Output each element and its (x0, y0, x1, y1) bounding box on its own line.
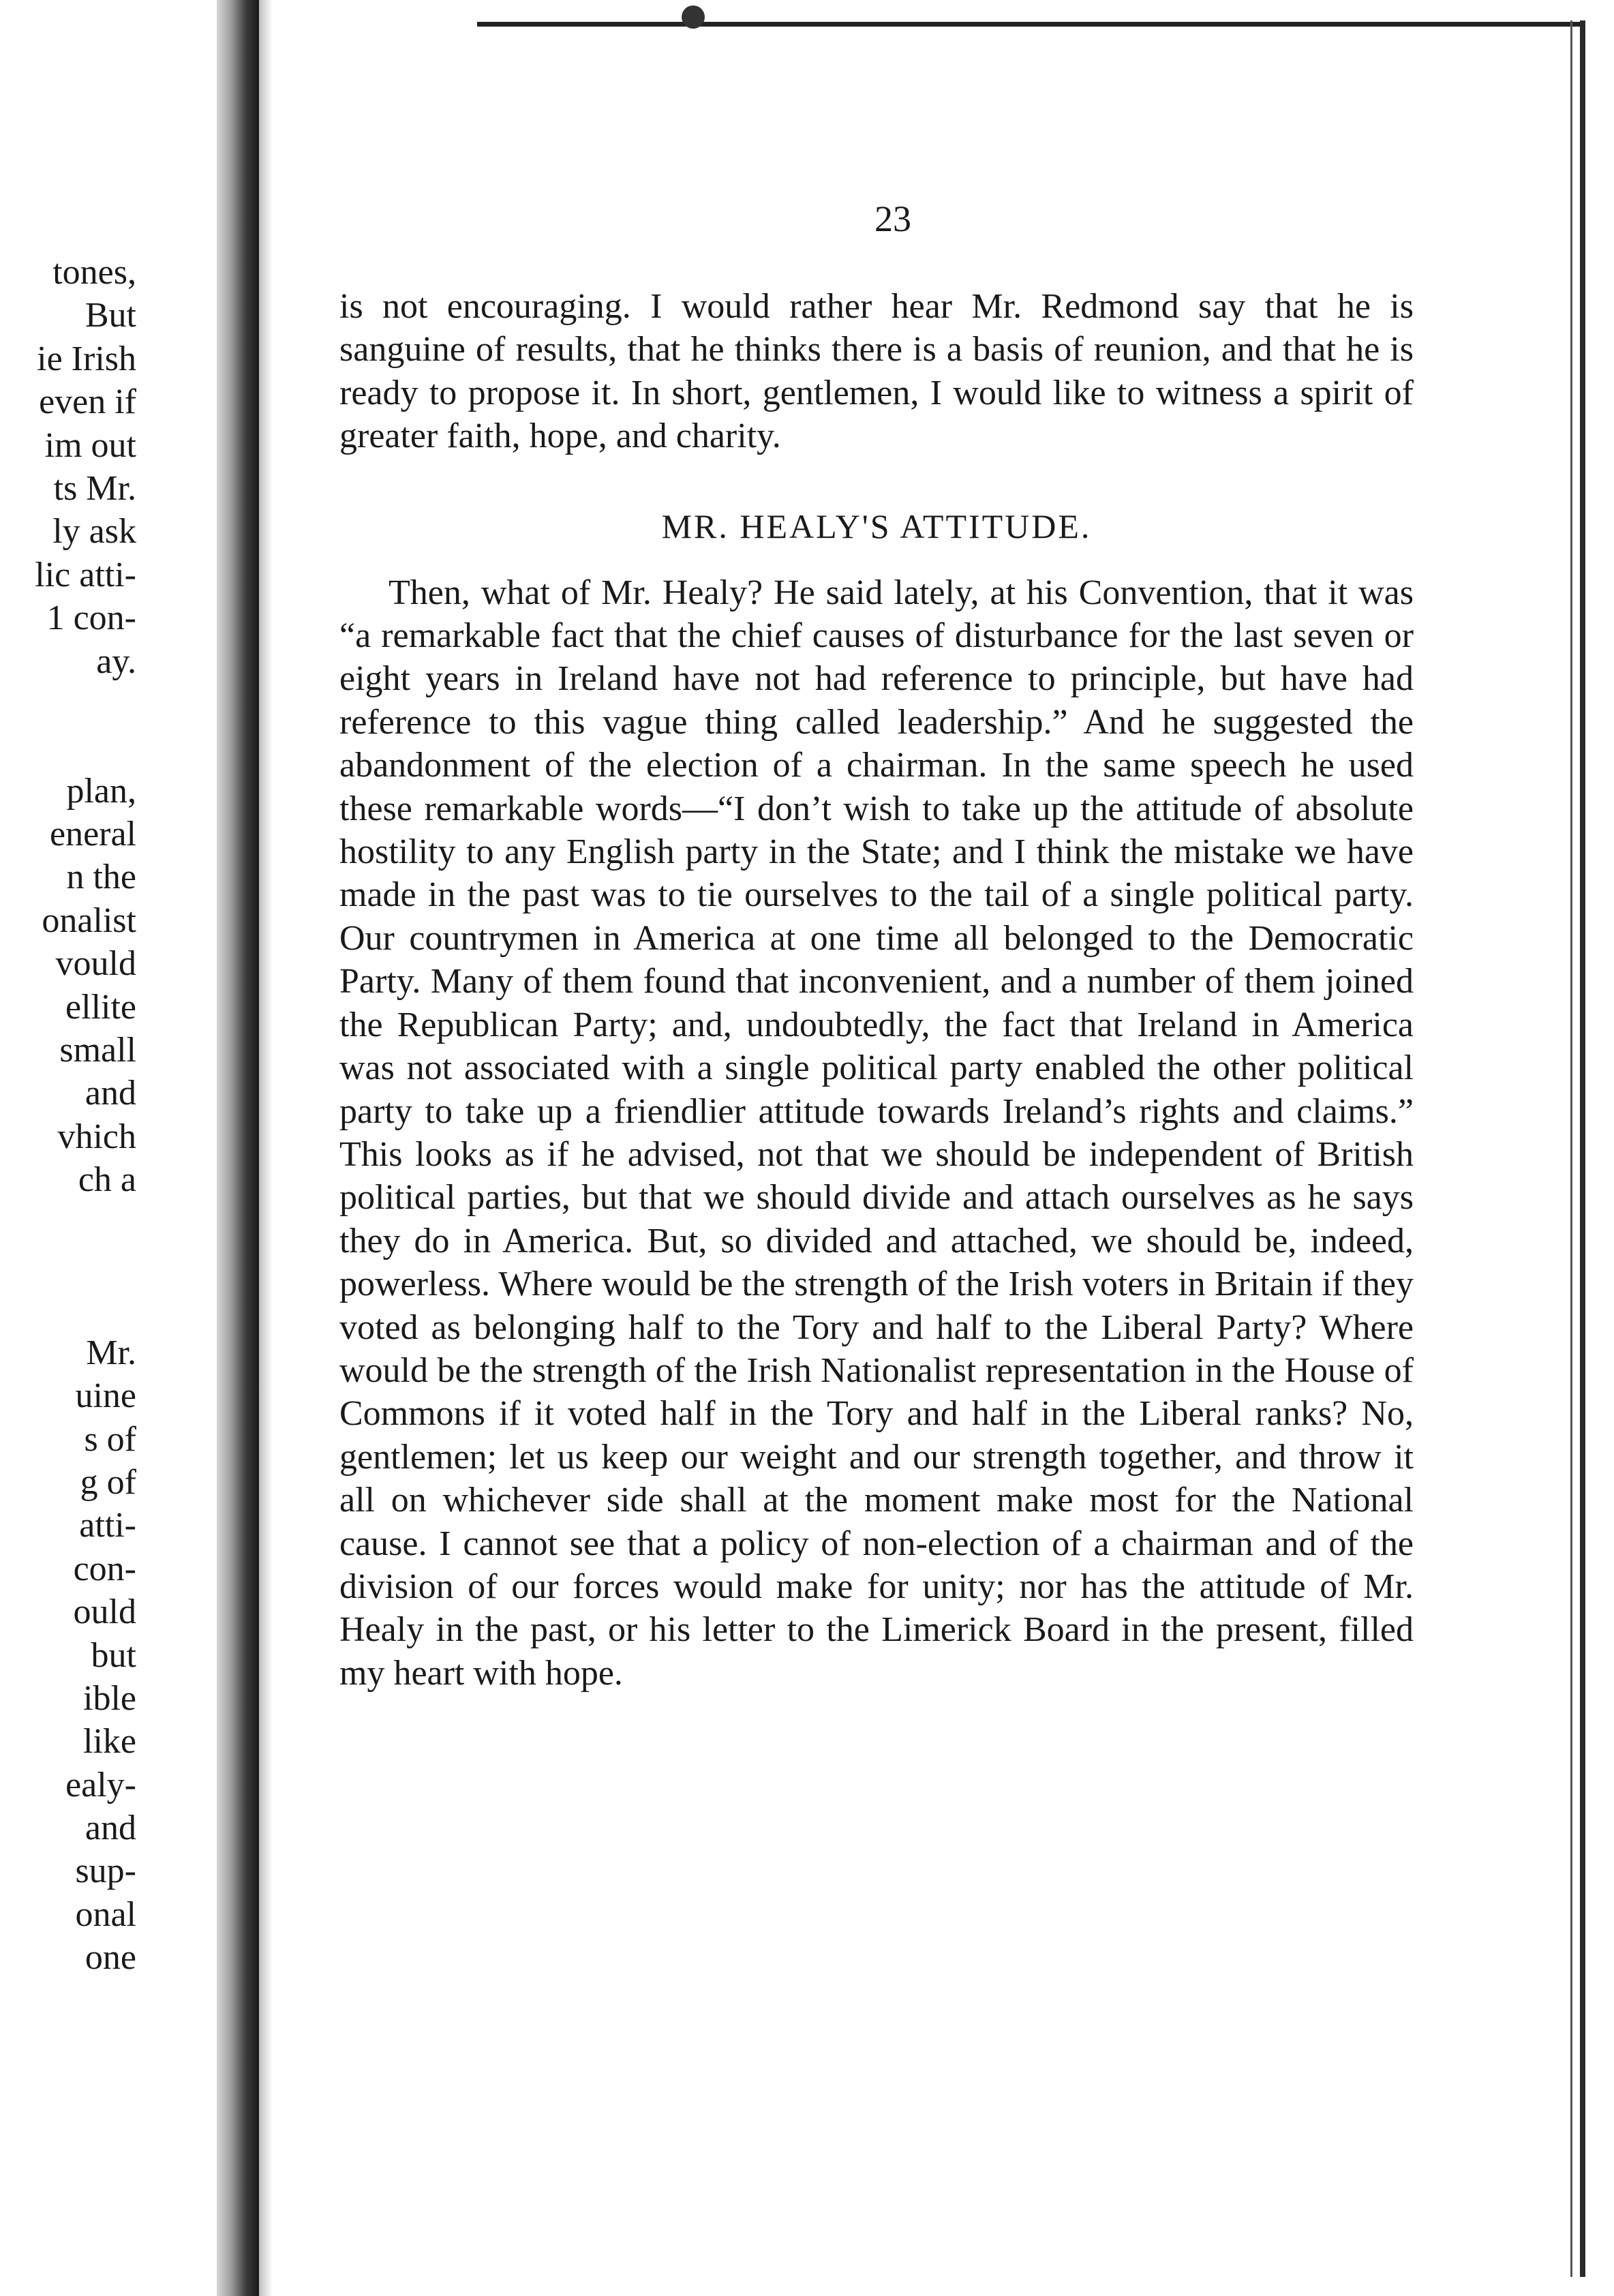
fragment-line: ould (73, 1592, 136, 1632)
fragment-line: ly ask (52, 512, 136, 552)
opening-paragraph: is not encouraging. I would rather hear Mr. Redmond say that he is sanguine of results, that he thinks there is a basis of reunion, and that he is ready to propose it. In short, gentlemen, I would like to witness a spirit of greater faith, hope, and charity. (339, 287, 1414, 456)
fragment-line: 1 con- (46, 599, 136, 638)
fragment-line: im out (44, 425, 136, 465)
binding-mark (682, 5, 705, 29)
fragment-line: plan, (66, 771, 136, 811)
fragment-line: ch a (78, 1160, 136, 1200)
page-number: 23 (874, 198, 911, 239)
fragment-line: Mr. (86, 1333, 136, 1372)
fragment-line: But (85, 296, 136, 335)
fragment-line: atti- (79, 1506, 136, 1545)
fragment-line: and (85, 1074, 136, 1113)
fragment-line: ible (83, 1678, 136, 1718)
fragment-line: eneral (49, 815, 136, 854)
fragment-line: vould (55, 944, 136, 984)
fragment-line: like (83, 1722, 136, 1762)
page-body (339, 285, 1414, 1695)
left-page-fragment (0, 251, 136, 1980)
fragment-line: ealy- (65, 1765, 136, 1804)
fragment-line: g of (80, 1462, 136, 1502)
fragment-line: sup- (75, 1852, 136, 1891)
right-border-inner-rule (1570, 20, 1572, 2277)
fragment-line: lic atti- (35, 555, 136, 594)
fragment-line: s of (84, 1419, 136, 1459)
gutter-shadow (259, 0, 273, 2296)
fragment-line: and (85, 1809, 136, 1848)
fragment-line: even if (39, 382, 136, 422)
book-spine-gutter (217, 0, 259, 2296)
fragment-line: ie Irish (37, 339, 136, 378)
fragment-line: vhich (57, 1117, 136, 1156)
fragment-line: small (59, 1031, 136, 1070)
fragment-line: one (85, 1938, 136, 1978)
fragment-line: ts Mr. (53, 468, 136, 508)
fragment-line: con- (73, 1549, 136, 1588)
body-paragraph: Then, what of Mr. Healy? He said lately, at his Convention, that it was “a remarkable fact that the chief causes of disturbance for the last seven or eight years in Ireland have not had reference to principle, but have had reference to this vague thing called leadership.” And he suggested the abandonment of the election of a chairman. In the same speech he used these remarkable words—“I don’t wish to take up the attitude of absolute hostility to any English party in the State; and I think the mistake we have made in the past was to tie ourselves to the tail of a single political party. Our countrymen in America at one time all belonged to the Democratic Party. Many of them found that inconvenient, and a number of them joined the Republican Party; and, undoubtedly, the fact that Ireland in America was not associated with a single political party enabled the other political party to take up a friendlier attitude towards Ireland’s rights and claims.” This looks as if he advised, not that we should be independent of British political parties, but that we should divide and attach ourselves as he says they do in America. But, so divided and attached, we should be, indeed, powerless. Where would be the strength of the Irish voters in Britain if they voted as belonging half to the Tory and half to the Liberal Party? Where would be the strength of the Irish Nationalist representation in the House of Commons if it voted half in the Tory and half in the Liberal ranks? No, gentlemen; let us keep our weight and our strength together, and throw it all on whichever side shall at the moment make most for the National cause. I cannot see that a policy of non-election of a chairman and of the division of our forces would make for unity; nor has the attitude of Mr. Healy in the past, or his letter to the Limerick Board in the present, filled my heart with hope. (339, 573, 1414, 1693)
section-heading: MR. HEALY'S ATTITUDE. (661, 507, 1092, 545)
fragment-line: uine (75, 1376, 136, 1416)
fragment-line: n the (66, 858, 136, 897)
top-border-rule (477, 22, 1581, 27)
fragment-line: ellite (65, 987, 136, 1027)
right-border-rule (1580, 20, 1585, 2277)
fragment-line: but (91, 1635, 136, 1675)
fragment-line: onal (75, 1894, 136, 1934)
fragment-line: onalist (42, 901, 136, 940)
fragment-line: ay. (96, 641, 136, 681)
fragment-line: tones, (52, 253, 136, 292)
